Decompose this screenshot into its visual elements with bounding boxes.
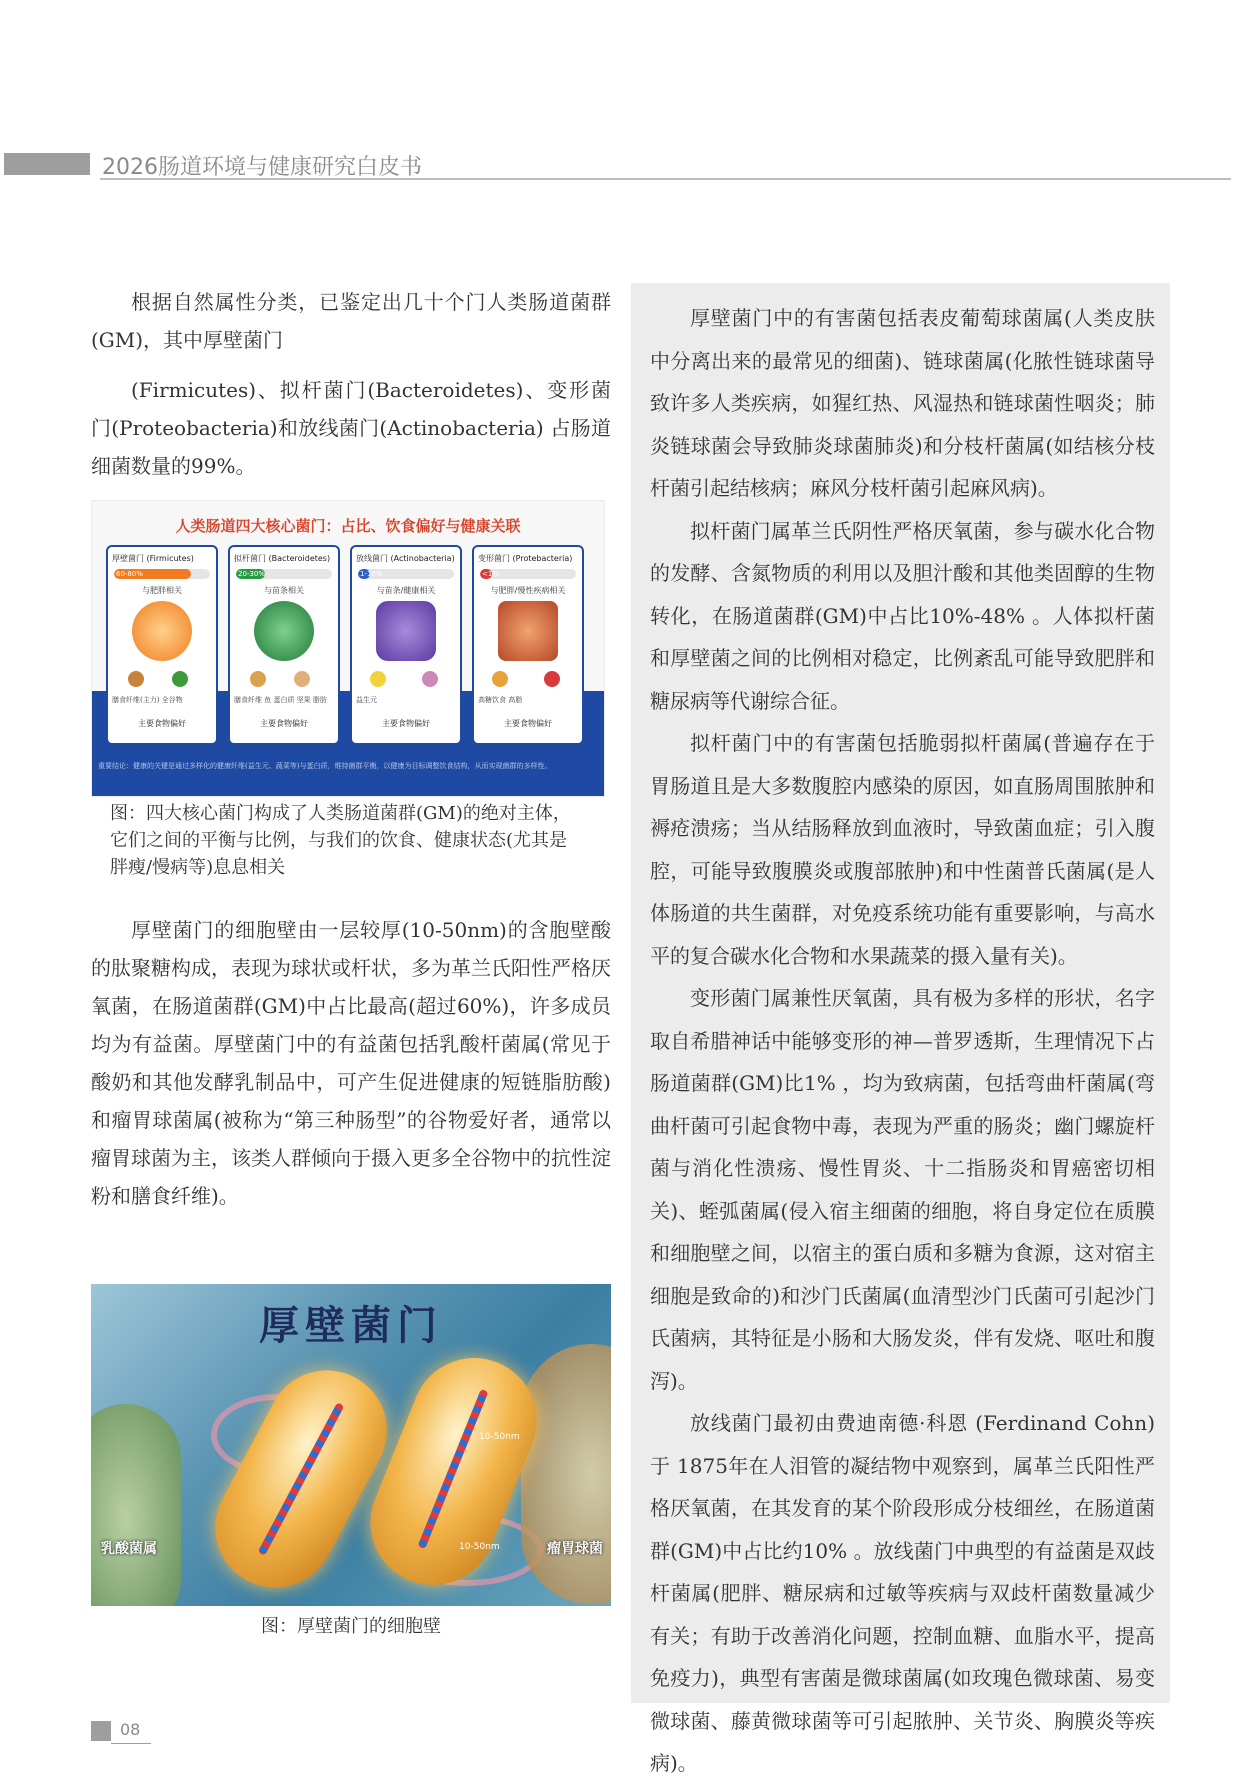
food-list: 膳食纤维(主力) 全谷物 <box>112 696 183 704</box>
page-number: 08 <box>120 1720 141 1739</box>
proportion-label: 1-10% <box>360 570 383 578</box>
lactobacillus-cell <box>91 1404 181 1606</box>
paragraph: 根据自然属性分类，已鉴定出几十个门人类肠道菌群(GM)，其中厚壁菌门 <box>91 290 611 352</box>
grain-icon <box>128 671 144 687</box>
paragraph: 拟杆菌门属革兰氏阴性严格厌氧菌，参与碳水化合物的发酵、含氮物质的利用以及胆汁酸和其他类固醇的生物转化，在肠道菌群(GM)中占比10%-48% 。人体拟杆菌和厚壁菌之间的比例相对稳定，比例紊乱可能导致肥胖和糖尿病等代谢综合征。 <box>650 518 1155 713</box>
food-preference-label: 主要食物偏好 <box>260 719 308 728</box>
food-list: 高糖饮食 高脂 <box>478 696 523 704</box>
paragraph: 厚壁菌门中的有害菌包括表皮葡萄球菌属(人类皮肤中分离出来的最常见的细菌)、链球菌属(化脓性链球菌导致许多人类疾病，如猩红热、风湿热和链球菌性咽炎；肺炎链球菌会导致肺炎球菌肺炎)和分枝杆菌属(如结核分枝杆菌引起结核病；麻风分枝杆菌引起麻风病)。 <box>650 306 1155 500</box>
ruminococcus-label: 瘤胃球菌 <box>547 1541 603 1557</box>
health-relation: 与肥胖相关 <box>142 586 182 595</box>
cell-wall-dimension: 10-50nm <box>479 1432 520 1442</box>
phylum-card <box>350 545 462 745</box>
jar-icon <box>132 601 192 661</box>
proportion-label: 20-30% <box>238 570 265 578</box>
food-preference-label: 主要食物偏好 <box>504 719 552 728</box>
right-column-text <box>650 297 1155 1785</box>
nut-icon <box>250 671 266 687</box>
header-bar-decoration <box>4 153 90 175</box>
health-relation: 与苗条相关 <box>264 586 304 595</box>
paragraph: 拟杆菌门中的有害菌包括脆弱拟杆菌属(普遍存在于胃肠道且是大多数腹腔内感染的原因，如直肠周围脓肿和褥疮溃疡；当从结肠释放到血液时，导致菌血症；引入腹腔，可能导致腹膜炎或腹部脓肿)和中性菌普氏菌属(是人体肠道的共生菌群，对免疫系统功能有重要影响，与高水平的复合碳水化合物和水果蔬菜的摄入量有关)。 <box>650 731 1155 968</box>
fries-icon <box>544 671 560 687</box>
firmicutes-illustration <box>91 1284 611 1606</box>
figure-caption: 图：四大核心菌门构成了人类肠道菌群(GM)的绝对主体，它们之间的平衡与比例，与我们的饮食、健康状态(尤其是胖瘦/慢病等)息息相关 <box>110 803 571 878</box>
phylum-name: 变形菌门 (Protebacteria) <box>478 554 573 563</box>
infographic-title: 人类肠道四大核心菌门：占比、饮食偏好与健康关联 <box>175 517 521 535</box>
cell-wall-dimension: 10-50nm <box>459 1542 500 1552</box>
health-relation: 与肥胖/慢性疾病相关 <box>490 586 566 595</box>
lactobacillus-label: 乳酸菌属 <box>101 1541 157 1557</box>
phylum-name: 放线菌门 (Actinobacteria) <box>356 554 455 563</box>
onion-icon <box>422 671 438 687</box>
proportion-label: <1% <box>482 570 499 578</box>
phylum-card <box>228 545 340 745</box>
phylum-name: 拟杆菌门 (Bacteroidetes) <box>234 554 331 563</box>
paragraph: 变形菌门属兼性厌氧菌，具有极为多样的形状，名字取自希腊神话中能够变形的神—普罗透斯，生理情况下占肠道菌群(GM)比1% ，均为致病菌，包括弯曲杆菌属(弯曲杆菌可引起食物中毒，表现为严重的肠炎；幽门螺旋杆菌与消化性溃疡、慢性胃炎、十二指肠炎和胃癌密切相关)、蛭弧菌属(侵入宿主细菌的细胞，将自身定位在质膜和细胞壁之间，以宿主的蛋白质和多糖为食源，这对宿主细胞是致命的)和沙门氏菌属(血清型沙门氏菌可引起沙门氏菌病，其特征是小肠和大肠发炎，伴有发烧、呕吐和腹泻)。 <box>650 986 1155 1393</box>
figure-caption: 图：厚壁菌门的细胞壁 <box>261 1616 441 1637</box>
left-column-intro <box>91 283 611 485</box>
shield-icon <box>376 601 436 661</box>
phylum-card <box>106 545 218 745</box>
header-title: 2026肠道环境与健康研究白皮书 <box>102 155 422 180</box>
food-list: 膳食纤维 鱼 蛋白质 坚果 脂肪 <box>234 696 327 704</box>
food-preference-label: 主要食物偏好 <box>138 719 186 728</box>
paragraph: 放线菌门最初由费迪南德·科恩 (Ferdinand Cohn)于 1875年在人泪管的凝结物中观察到，属革兰氏阳性严格厌氧菌，在其发育的某个阶段形成分枝细丝，在肠道菌群(GM)中占比约10% 。放线菌门中典型的有益菌是双歧杆菌属(肥胖、糖尿病和过敏等疾病与双歧杆菌数量减少有关；有助于改善消化问题，控制血糖、血脂水平，提高免疫力)，典型有害菌是微球菌属(如玫瑰色微球菌、易变微球菌、藤黄微球菌等可引起脓肿、关节炎、胸膜炎等疾病)。 <box>650 1411 1155 1775</box>
phyla-infographic <box>91 500 605 797</box>
left-column-body <box>91 911 611 1215</box>
illustration-title: 厚壁菌门 <box>259 1302 443 1349</box>
health-relation: 与苗条/健康相关 <box>376 586 436 595</box>
phylum-card <box>472 545 584 745</box>
banana-icon <box>370 671 386 687</box>
broccoli-icon <box>172 671 188 687</box>
paragraph: (Firmicutes)、拟杆菌门(Bacteroidetes)、变形菌门(Proteobacteria)和放线菌门(Actinobacteria) 占肠道细菌数量的99%。 <box>91 378 611 478</box>
scale-icon <box>254 601 314 661</box>
footer-rule <box>111 1743 151 1744</box>
proportion-label: 60-80% <box>116 570 143 578</box>
ruminococcus-cell <box>521 1344 611 1604</box>
food-preference-label: 主要食物偏好 <box>382 719 430 728</box>
egg-icon <box>294 671 310 687</box>
footer-bar-decoration <box>91 1721 111 1741</box>
paragraph: 厚壁菌门的细胞壁由一层较厚(10-50nm)的含胞壁酸的肽聚糖构成，表现为球状或杆状，多为革兰氏阳性严格厌氧菌，在肠道菌群(GM)中占比最高(超过60%)，许多成员均为有益菌。厚壁菌门中的有益菌包括乳酸杆菌属(常见于酸奶和其他发酵乳制品中，可产生促进健康的短链脂肪酸)和瘤胃球菌属(被称为“第三种肠型”的谷物爱好者，通常以瘤胃球菌为主，该类人群倾向于摄入更多全谷物中的抗性淀粉和膳食纤维)。 <box>91 918 611 1208</box>
burger-icon <box>492 671 508 687</box>
right-column-panel <box>631 283 1170 1775</box>
balance-scale-icon <box>498 601 558 661</box>
infographic-footnote: 重要结论：健康的关键是通过多样化的健康纤维(益生元、蔬菜等)与蛋白质，维持菌群平衡，以健康为目标调整饮食结构，从而实现菌群的多样性。 <box>98 762 552 770</box>
food-list: 益生元 <box>356 696 377 704</box>
header-rule <box>100 178 1231 180</box>
phylum-name: 厚壁菌门 (Firmicutes) <box>112 554 194 563</box>
